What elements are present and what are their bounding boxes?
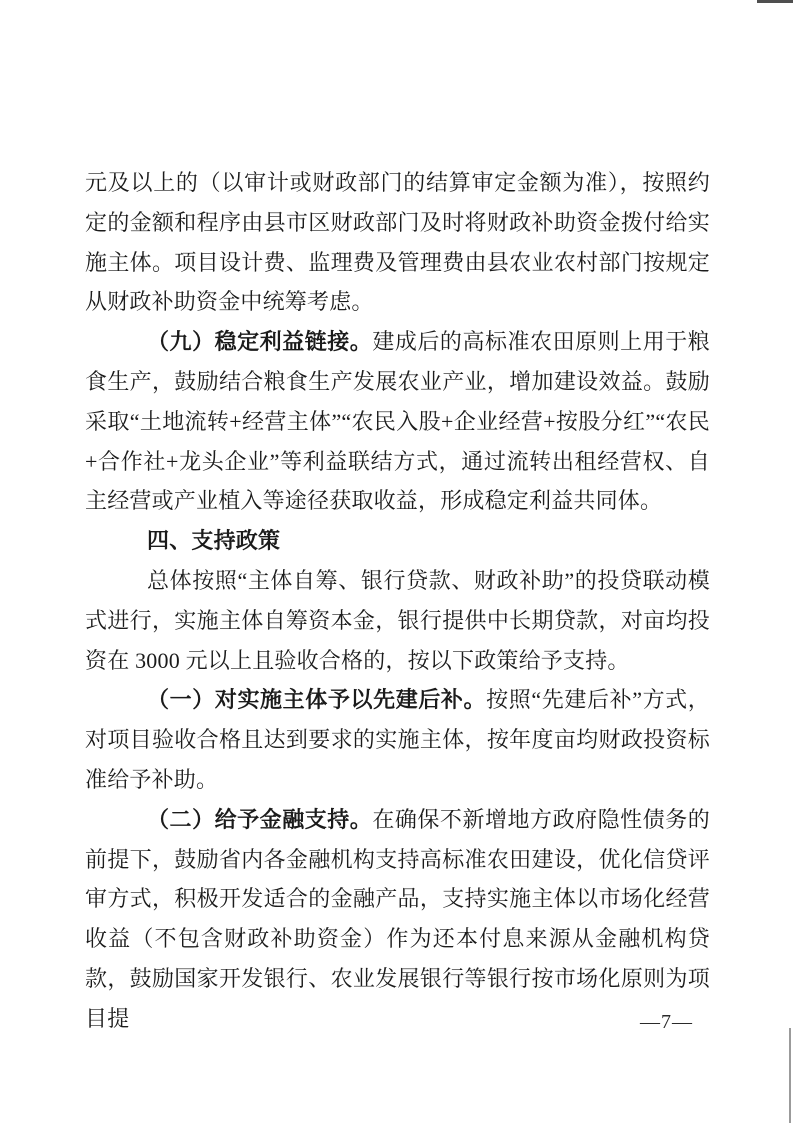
scan-artifact-right-edge <box>789 1028 791 1123</box>
emphasis-run: （一）对实施主体予以先建后补。 <box>147 687 487 713</box>
paragraph <box>85 680 710 799</box>
paragraph <box>85 561 710 680</box>
section-heading <box>85 521 710 561</box>
emphasis-run: （二）给予金融支持。 <box>147 806 373 832</box>
paragraph <box>85 322 710 521</box>
text-run: 在确保不新增地方政府隐性债务的前提下，鼓励省内各金融机构支持高标准农田建设，优化信贷评审方式，积极开发适合的金融产品，支持实施主体以市场化经营收益（不包含财政补助资金）作为还本付息来源从金融机构贷款，鼓励国家开发银行、农业发展银行等银行按市场化原则为项目提 <box>85 806 710 1031</box>
emphasis-run: 四、支持政策 <box>147 528 281 554</box>
text-run: 按照“先建后补”方式，对项目验收合格且达到要求的实施主体，按年度亩均财政投资标准给予补助。 <box>85 687 710 792</box>
page-number: —7— <box>640 1011 693 1033</box>
paragraph <box>85 163 710 322</box>
paragraph <box>85 800 710 1039</box>
emphasis-run: （九）稳定利益链接。 <box>147 329 373 355</box>
text-run: 元及以上的（以审计或财政部门的结算审定金额为准），按照约定的金额和程序由县市区财政部门及时将财政补助资金拨付给实施主体。项目设计费、监理费及管理费由县农业农村部门按规定从财政补助资金中统筹考虑。 <box>85 170 710 315</box>
text-run: 建成后的高标准农田原则上用于粮食生产，鼓励结合粮食生产发展农业产业，增加建设效益。鼓励采取“土地流转+经营主体”“农民入股+企业经营+按股分红”“农民+合作社+龙头企业”等利益联结方式，通过流转出租经营权、自主经营或产业植入等途径获取收益，形成稳定利益共同体。 <box>85 329 710 514</box>
text-run: 总体按照“主体自筹、银行贷款、财政补助”的投贷联动模式进行，实施主体自筹资本金，银行提供中长期贷款，对亩均投资在 3000 元以上且验收合格的，按以下政策给予支持。 <box>85 567 710 673</box>
document-body <box>85 163 710 1039</box>
scan-artifact-top-right <box>757 0 793 3</box>
